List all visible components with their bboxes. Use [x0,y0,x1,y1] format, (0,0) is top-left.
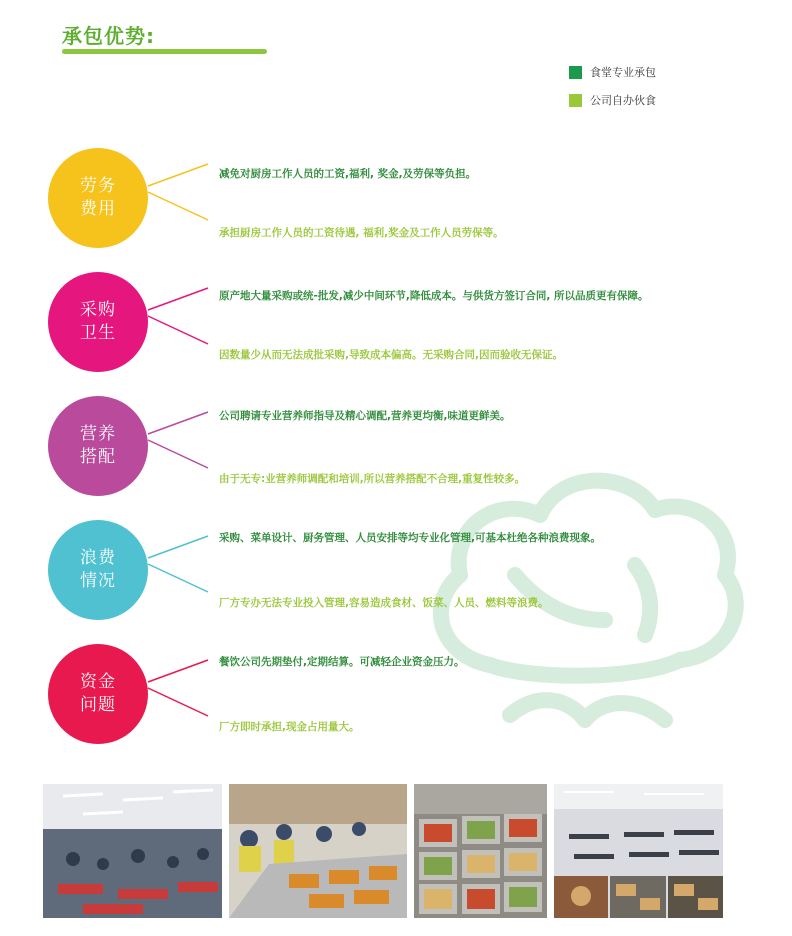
section-title: 承包优势: [62,24,155,48]
legend-item-professional [569,64,656,80]
advantage-item-purchase [0,272,792,382]
legend-item-self-run [569,92,656,108]
circle-label-line1: 资金 [80,672,116,692]
circle-label-line1: 采购 [80,300,116,320]
professional-text: 公司聘请专业营养师指导及精心调配,营养更均衡,味道更鲜美。 [219,410,511,422]
topic-circle [48,644,148,744]
advantage-item-funds [0,644,792,754]
professional-text: 原产地大量采购或统-批发,减少中间环节,降低成本。与供货方签订合同, 所以品质更有保障。 [219,290,649,302]
legend-swatch-green [569,66,582,79]
circle-label-line2: 问题 [80,695,116,715]
professional-text: 餐饮公司先期垫付,定期结算。可减轻企业资金压力。 [219,656,465,668]
advantage-item-labor [0,148,792,258]
circle-label-line2: 卫生 [80,323,116,343]
circle-label-line1: 营养 [80,424,116,444]
circle-label-line2: 搭配 [80,447,116,467]
self-run-text: 承担厨房工作人员的工资待遇, 福利,奖金及工作人员劳保等。 [219,227,504,239]
topic-circle [48,272,148,372]
connector-lines [146,390,218,474]
circle-label-line2: 情况 [80,571,116,591]
title-underline [62,49,267,54]
food-serving-counter-photo [229,784,407,918]
advantage-item-nutrition [0,396,792,506]
self-run-text: 因数量少从而无法成批采购,导致成本偏高。无采购合同,因而验收无保证。 [219,349,563,361]
topic-circle [48,520,148,620]
canteen-collage-photo [554,784,723,918]
canteen-dining-hall-photo [43,784,222,918]
advantage-item-waste [0,520,792,630]
legend [569,64,656,120]
connector-lines [146,142,218,226]
circle-label-line2: 费用 [80,199,116,219]
professional-text: 采购、菜单设计、厨务管理、人员安排等均专业化管理,可基本杜绝各种浪费现象。 [219,532,601,544]
self-run-text: 厂方专办无法专业投入管理,容易造成食材、饭菜、人员、燃料等浪费。 [219,597,549,609]
circle-label-line1: 劳务 [80,176,116,196]
connector-lines [146,266,218,350]
buffet-dishes-photo [414,784,547,918]
professional-text: 减免对厨房工作人员的工资,福利, 奖金,及劳保等负担。 [219,168,477,180]
connector-lines [146,514,218,598]
legend-label: 食堂专业承包 [590,66,656,79]
connector-lines [146,638,218,722]
circle-label-line1: 浪费 [80,548,116,568]
legend-swatch-lime [569,94,582,107]
self-run-text: 由于无专:业营养师调配和培训,所以营养搭配不合理,重复性较多。 [219,473,526,485]
self-run-text: 厂方即时承担,现金占用量大。 [219,721,360,733]
legend-label: 公司自办伙食 [590,94,656,107]
topic-circle [48,396,148,496]
photo-strip [43,784,730,918]
topic-circle [48,148,148,248]
